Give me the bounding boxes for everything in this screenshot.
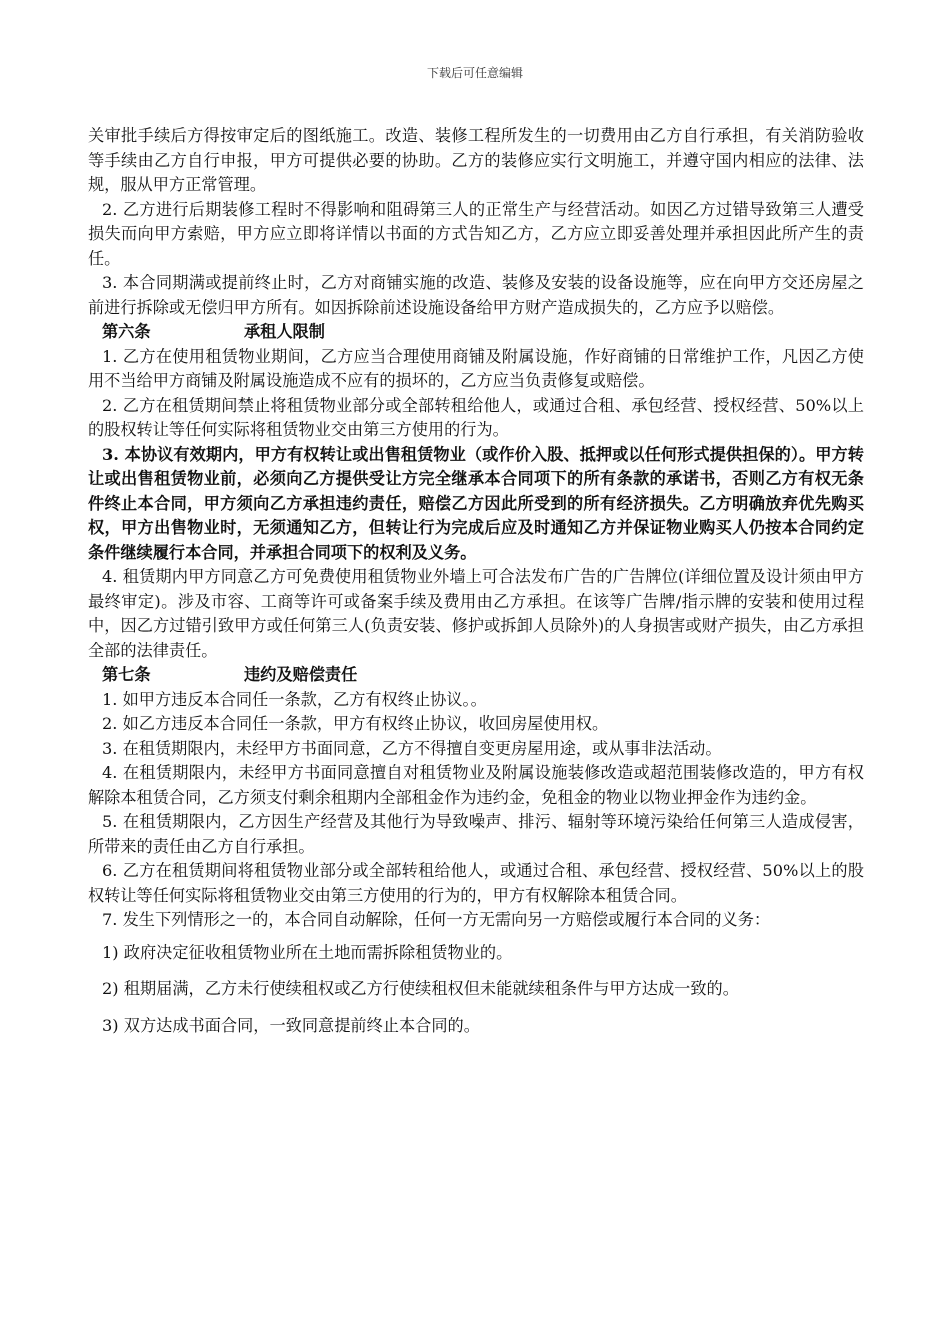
clause-6-4: 4. 租赁期内甲方同意乙方可免费使用租赁物业外墙上可合法发布广告的广告牌位(详细位置及设计须由甲方最终审定)。涉及市容、工商等许可或备案手续及费用由乙方承担。在该等广告牌/指示牌的安装和使用过程中，因乙方过错引致甲方或任何第三人(负责安装、修护或拆卸人员除外)的人身损害或财产损失，由乙方承担全部的法律责任。 xyxy=(88,567,864,660)
article-6-number: 第六条 xyxy=(102,322,151,341)
sub-item-2: 2) 租期届满，乙方未行使续租权或乙方行使续租权但未能就续租条件与甲方达成一致的。 xyxy=(102,979,739,998)
page-header-note: 下载后可任意编辑 xyxy=(426,66,523,80)
clause-7-1: 1. 如甲方违反本合同任一条款，乙方有权终止协议。。 xyxy=(102,689,487,709)
article-6-title: 承租人限制 xyxy=(244,322,325,341)
clause-6-3: 3. 本协议有效期内，甲方有权转让或出售租赁物业（或作价入股、抵押或以任何形式提供担保的）。甲方转让或出售租赁物业前，必须向乙方提供受让方完全继承本合同项下的所有条款的承诺书，否则乙方有权无条件终止本合同，甲方须向乙方承担违约责任，赔偿乙方因此所受到的所有经济损失。乙方明确放弃优先购买权，甲方出售物业时，无须通知乙方，但转让行为完成后应及时通知乙方并保证物业购买人仍按本合同约定条件继续履行本合同，并承担合同项下的权利及义务。 xyxy=(88,444,864,562)
clause-5-2: 2. 乙方进行后期装修工程时不得影响和阻碍第三人的正常生产与经营活动。如因乙方过错导致第三人遭受损失而向甲方索赔，甲方应立即将详情以书面的方式告知乙方，乙方应立即妥善处理并承担因此所产生的责任。 xyxy=(88,199,864,268)
clause-6-1: 1. 乙方在使用租赁物业期间，乙方应当合理使用商铺及附属设施，作好商铺的日常维护工作，凡因乙方使用不当给甲方商铺及附属设施造成不应有的损坏的，乙方应当负责修复或赔偿。 xyxy=(88,346,864,390)
article-7-number: 第七条 xyxy=(102,665,151,684)
clause-7-7: 7. 发生下列情形之一的，本合同自动解除，任何一方无需向另一方赔偿或履行本合同的义务： xyxy=(102,910,771,929)
article-6-heading xyxy=(88,320,864,345)
document-body xyxy=(88,124,864,1038)
sub-item-1: 1) 政府决定征收租赁物业所在土地而需拆除租赁物业的。 xyxy=(102,942,513,962)
sub-item-3: 3) 双方达成书面合同，一致同意提前终止本合同的。 xyxy=(102,1015,480,1035)
clause-7-5: 5. 在租赁期限内，乙方因生产经营及其他行为导致噪声、排污、辐射等环境污染给任何第三人造成侵害，所带来的责任由乙方自行承担。 xyxy=(88,812,864,856)
clause-5-3: 3. 本合同期满或提前终止时，乙方对商铺实施的改造、装修及安装的设备设施等，应在向甲方交还房屋之前进行拆除或无偿归甲方所有。如因拆除前述设施设备给甲方财产造成损失的，乙方应予以赔偿。 xyxy=(88,273,864,317)
paragraph-continuation: 关审批手续后方得按审定后的图纸施工。改造、装修工程所发生的一切费用由乙方自行承担，有关消防验收等手续由乙方自行申报，甲方可提供必要的协助。乙方的装修应实行文明施工，并遵守国内相应的法律、法规，服从甲方正常管理。 xyxy=(88,126,864,194)
clause-7-2: 2. 如乙方违反本合同任一条款，甲方有权终止协议，收回房屋使用权。 xyxy=(102,714,609,733)
article-7-heading xyxy=(88,663,864,688)
clause-7-6: 6. 乙方在租赁期间将租赁物业部分或全部转租给他人，或通过合租、承包经营、授权经营、50%以上的股权转让等任何实际将租赁物业交由第三方使用的行为的，甲方有权解除本租赁合同。 xyxy=(88,861,864,905)
clause-6-2: 2. 乙方在租赁期间禁止将租赁物业部分或全部转租给他人，或通过合租、承包经营、授权经营、50%以上的股权转让等任何实际将租赁物业交由第三方使用的行为。 xyxy=(88,395,864,439)
article-7-title: 违约及赔偿责任 xyxy=(244,665,358,684)
clause-7-4: 4. 在租赁期限内，未经甲方书面同意擅自对租赁物业及附属设施装修改造或超范围装修改造的，甲方有权解除本租赁合同，乙方须支付剩余租期内全部租金作为违约金，免租金的物业以物业押金作为违约金。 xyxy=(88,763,864,807)
clause-7-3: 3. 在租赁期限内，未经甲方书面同意，乙方不得擅自变更房屋用途，或从事非法活动。 xyxy=(102,738,722,758)
